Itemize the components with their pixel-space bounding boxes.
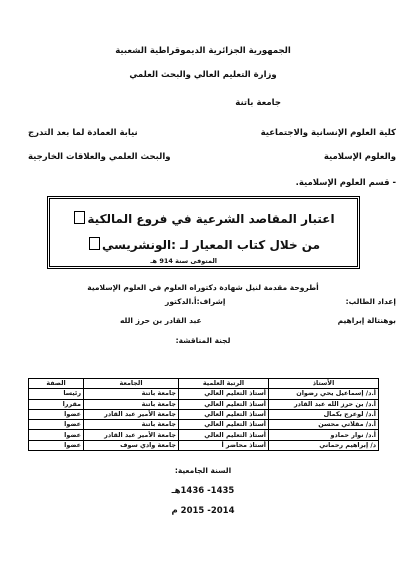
member-university: جامعة الأمير عبد القادر <box>84 409 179 419</box>
death-year-note: المتوفى سنة 914 هـ <box>150 257 217 265</box>
member-name: د/ إبراهيم رحماني <box>269 440 379 450</box>
member-university: جامعة باتنة <box>84 399 179 409</box>
column-header: الرتبة العلمية <box>179 379 269 389</box>
table-row <box>29 420 379 430</box>
member-role: عضوا <box>29 420 84 430</box>
faculty-name: كلية العلوم الإنسانية والاجتماعية <box>260 128 396 138</box>
deanship-name: نيابة العمادة لما بعد التدرج <box>28 128 138 138</box>
title-frame <box>47 196 360 269</box>
thesis-title-line2 <box>50 237 357 252</box>
member-role: عضوا <box>29 440 84 450</box>
member-rank: أستاذ التعليم العالي <box>179 399 269 409</box>
title-line1-text: اعتبار المقاصد الشرعية في فروع المالكية <box>87 212 335 226</box>
member-name: أ.د/ لوعرج بكمال <box>269 409 379 419</box>
table-row <box>29 389 379 399</box>
member-name: أ.د/ نوار حمادو <box>269 430 379 440</box>
member-role: رئيسا <box>29 389 84 399</box>
table-row <box>29 399 379 409</box>
university-name: جامعة باتنة <box>235 98 281 108</box>
column-header: الصفة <box>29 379 84 389</box>
republic-name: الجمهورية الجزائرية الديموقراطية الشعبية <box>115 46 291 56</box>
faculty-name-cont: والعلوم الإسلامية <box>323 152 396 162</box>
member-university: جامعة باتنة <box>84 389 179 399</box>
column-header: الأستاذ <box>269 379 379 389</box>
member-name: أ.د/ إسماعيل يحي رضوان <box>269 389 379 399</box>
thesis-title-line1 <box>50 211 357 226</box>
title-author-name: الونشريسي <box>101 238 172 252</box>
title-line2-text: من خلال كتاب المعيار لـ : <box>171 238 321 252</box>
student-label: إعداد الطالب: <box>345 297 396 306</box>
member-role: عضوا <box>29 430 84 440</box>
ministry-name: وزارة التعليم العالي والبحث العلمي <box>129 70 277 80</box>
thesis-purpose-note: أطروحة مقدمة لنيل شهادة دكتوراه العلوم في العلوم الإسلامية <box>87 283 319 292</box>
committee-title: لجنة المناقشة: <box>175 336 231 345</box>
supervisor-name: عبد القادر بن حرز الله <box>120 316 202 325</box>
student-name: بوهنتالة إبراهيم <box>337 316 396 325</box>
supervisor-label: إشراف:أ.الدكتور <box>165 297 226 306</box>
member-university: جامعة باتنة <box>84 420 179 430</box>
table-row <box>29 440 379 450</box>
table-row <box>29 409 379 419</box>
box-glyph-icon <box>89 237 100 250</box>
member-name: أ.د/ مقلاتي محسن <box>269 420 379 430</box>
member-rank: أستاذ التعليم العالي <box>179 389 269 399</box>
member-university: جامعة الأمير عبد القادر <box>84 430 179 440</box>
member-name: أ.د/ بن حرز الله عبد القادر <box>269 399 379 409</box>
academic-year-hijri: 1435- 1436هـ <box>171 486 235 496</box>
box-glyph-icon <box>74 211 85 224</box>
member-rank: أستاذ التعليم العالي <box>179 430 269 440</box>
department-name: - قسم العلوم الإسلامية. <box>295 178 396 188</box>
member-role: مقررا <box>29 399 84 409</box>
member-rank: أستاذ محاضر أ <box>179 440 269 450</box>
table-header-row <box>29 379 379 389</box>
column-header: الجامعة <box>84 379 179 389</box>
academic-year-gregorian: 2014- 2015 م <box>171 506 235 516</box>
deanship-name-cont: والبحث العلمي والعلاقات الخارجية <box>28 152 171 162</box>
member-university: جامعة وادي سوف <box>84 440 179 450</box>
member-rank: أستاذ التعليم العالي <box>179 420 269 430</box>
committee-table <box>28 378 379 451</box>
table-row <box>29 430 379 440</box>
member-rank: أستاذ التعليم العالي <box>179 409 269 419</box>
member-role: عضوا <box>29 409 84 419</box>
academic-year-label: السنة الجامعية: <box>174 466 232 475</box>
